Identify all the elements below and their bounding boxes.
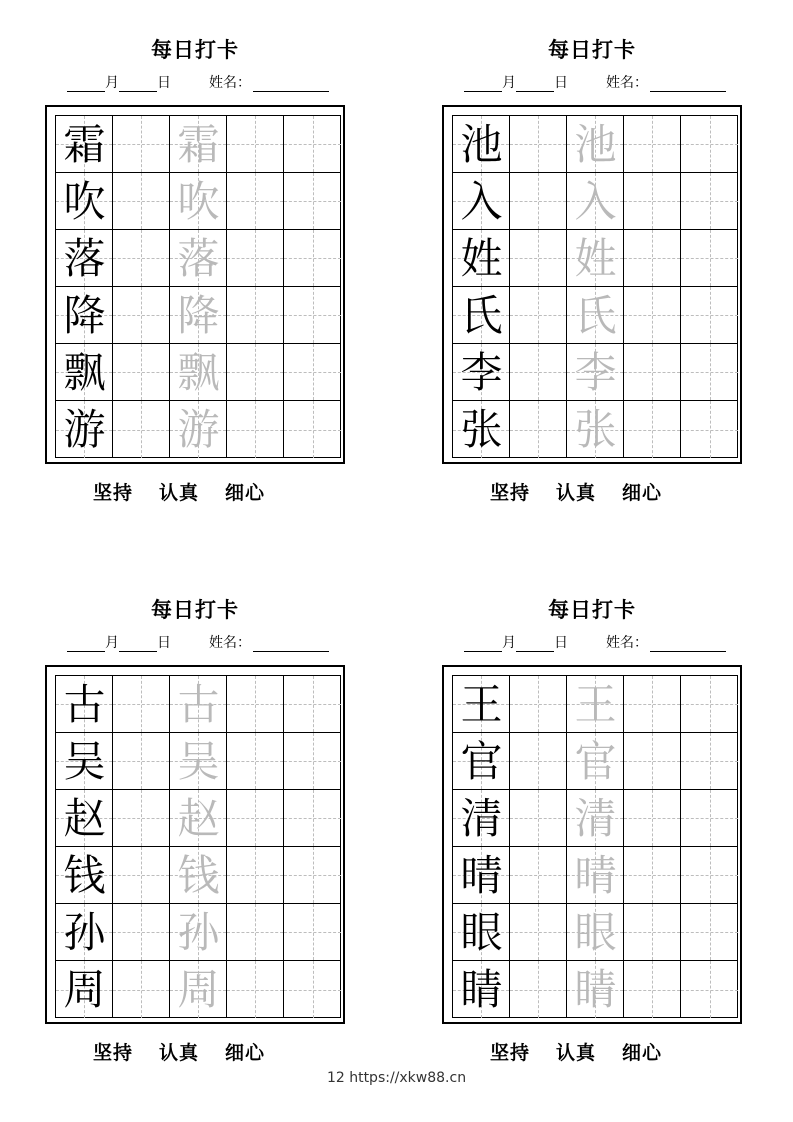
trace-character: 张 — [574, 405, 617, 454]
practice-cell[interactable] — [681, 116, 738, 173]
grid-row — [56, 173, 340, 230]
practice-cell[interactable] — [113, 733, 170, 790]
writing-grid-frame — [442, 665, 742, 1024]
practice-cell[interactable] — [681, 847, 738, 904]
model-character-cell — [56, 676, 113, 733]
day-label: 日 — [554, 635, 568, 651]
month-label: 月 — [502, 75, 516, 91]
grid-row — [56, 287, 340, 344]
practice-cell[interactable] — [227, 733, 284, 790]
practice-cell[interactable] — [510, 173, 567, 230]
grid-row — [56, 116, 340, 173]
trace-character: 钱 — [177, 851, 220, 900]
name-label: 姓名： — [606, 635, 648, 651]
model-character: 池 — [460, 120, 503, 169]
practice-cell[interactable] — [227, 344, 284, 401]
trace-character: 眼 — [574, 908, 617, 957]
practice-cell[interactable] — [227, 230, 284, 287]
model-character-cell — [453, 676, 510, 733]
trace-character: 游 — [177, 405, 220, 454]
practice-cell[interactable] — [681, 173, 738, 230]
practice-cell[interactable] — [284, 790, 341, 847]
trace-character-cell — [170, 344, 227, 401]
practice-cell[interactable] — [113, 904, 170, 961]
grid-row — [453, 173, 737, 230]
model-character-cell — [453, 344, 510, 401]
grid-row — [56, 676, 340, 733]
model-character: 吴 — [63, 737, 106, 786]
trace-character-cell — [567, 961, 624, 1018]
model-character-cell — [453, 847, 510, 904]
practice-cell[interactable] — [681, 961, 738, 1018]
grid-row — [453, 230, 737, 287]
name-label: 姓名： — [606, 75, 648, 91]
model-character: 古 — [63, 680, 106, 729]
model-character: 晴 — [460, 851, 503, 900]
practice-card — [45, 0, 365, 520]
motto-word: 坚持 — [490, 482, 531, 504]
practice-cell[interactable] — [113, 847, 170, 904]
practice-cell[interactable] — [624, 790, 681, 847]
model-character-cell — [453, 173, 510, 230]
name-blank[interactable] — [650, 77, 726, 92]
name-blank[interactable] — [253, 77, 329, 92]
practice-cell[interactable] — [510, 676, 567, 733]
trace-character-cell — [567, 344, 624, 401]
month-blank[interactable] — [464, 77, 502, 92]
trace-character-cell — [170, 173, 227, 230]
card-title: 每日打卡 — [151, 597, 239, 622]
trace-character-cell — [170, 676, 227, 733]
model-character: 吹 — [63, 177, 106, 226]
motto-word: 认真 — [159, 482, 200, 504]
practice-cell[interactable] — [227, 287, 284, 344]
model-character: 孙 — [63, 908, 106, 957]
practice-cell[interactable] — [681, 676, 738, 733]
motto — [93, 478, 353, 505]
model-character: 王 — [460, 680, 503, 729]
practice-cell[interactable] — [227, 401, 284, 458]
practice-cell[interactable] — [284, 961, 341, 1018]
practice-cell[interactable] — [113, 401, 170, 458]
practice-cell[interactable] — [624, 904, 681, 961]
date-name-line — [464, 632, 754, 652]
practice-cell[interactable] — [227, 961, 284, 1018]
model-character-cell — [453, 230, 510, 287]
model-character: 飘 — [63, 348, 106, 397]
month-label: 月 — [105, 75, 119, 91]
trace-character-cell — [567, 733, 624, 790]
trace-character-cell — [567, 230, 624, 287]
practice-cell[interactable] — [284, 847, 341, 904]
trace-character: 池 — [574, 120, 617, 169]
practice-cell[interactable] — [113, 116, 170, 173]
practice-cell[interactable] — [284, 116, 341, 173]
month-label: 月 — [105, 635, 119, 651]
grid-row — [453, 847, 737, 904]
writing-grid — [55, 115, 341, 458]
practice-cell[interactable] — [113, 676, 170, 733]
model-character-cell — [453, 904, 510, 961]
practice-cell[interactable] — [510, 961, 567, 1018]
practice-cell[interactable] — [284, 287, 341, 344]
day-label: 日 — [554, 75, 568, 91]
practice-cell[interactable] — [510, 733, 567, 790]
practice-cell[interactable] — [227, 173, 284, 230]
grid-row — [56, 344, 340, 401]
practice-cell[interactable] — [113, 230, 170, 287]
trace-character-cell — [170, 904, 227, 961]
trace-character-cell — [170, 733, 227, 790]
trace-character: 周 — [177, 965, 220, 1014]
practice-cell[interactable] — [681, 401, 738, 458]
model-character-cell — [56, 173, 113, 230]
trace-character-cell — [170, 401, 227, 458]
practice-cell[interactable] — [624, 116, 681, 173]
trace-character: 氏 — [574, 291, 617, 340]
trace-character-cell — [567, 847, 624, 904]
trace-character: 落 — [177, 234, 220, 283]
practice-cell[interactable] — [113, 790, 170, 847]
model-character: 周 — [63, 965, 106, 1014]
practice-cell[interactable] — [510, 847, 567, 904]
motto-word: 细心 — [622, 1042, 663, 1064]
trace-character-cell — [170, 287, 227, 344]
model-character-cell — [453, 790, 510, 847]
month-blank[interactable] — [67, 637, 105, 652]
day-blank[interactable] — [119, 77, 157, 92]
grid-row — [56, 961, 340, 1018]
practice-cell[interactable] — [681, 733, 738, 790]
name-blank[interactable] — [650, 637, 726, 652]
grid-row — [453, 676, 737, 733]
model-character-cell — [56, 401, 113, 458]
trace-character: 晴 — [574, 851, 617, 900]
model-character: 李 — [460, 348, 503, 397]
trace-character-cell — [567, 116, 624, 173]
practice-cell[interactable] — [284, 401, 341, 458]
practice-card — [442, 0, 762, 520]
model-character-cell — [453, 961, 510, 1018]
practice-cell[interactable] — [510, 401, 567, 458]
model-character-cell — [56, 847, 113, 904]
model-character: 降 — [63, 291, 106, 340]
practice-cell[interactable] — [624, 230, 681, 287]
motto — [93, 1038, 353, 1065]
name-label: 姓名： — [209, 75, 251, 91]
practice-cell[interactable] — [681, 230, 738, 287]
card-title: 每日打卡 — [151, 37, 239, 62]
practice-cell[interactable] — [284, 904, 341, 961]
day-blank[interactable] — [119, 637, 157, 652]
trace-character: 古 — [177, 680, 220, 729]
name-label: 姓名： — [209, 635, 251, 651]
writing-grid-frame — [45, 105, 345, 464]
trace-character-cell — [567, 401, 624, 458]
trace-character: 睛 — [574, 965, 617, 1014]
motto-word: 认真 — [556, 1042, 597, 1064]
grid-row — [56, 733, 340, 790]
trace-character-cell — [567, 904, 624, 961]
trace-character-cell — [567, 287, 624, 344]
motto-word: 坚持 — [490, 1042, 531, 1064]
trace-character: 官 — [574, 737, 617, 786]
practice-cell[interactable] — [113, 173, 170, 230]
model-character-cell — [453, 401, 510, 458]
practice-cell[interactable] — [284, 173, 341, 230]
writing-grid — [452, 115, 738, 458]
trace-character-cell — [567, 790, 624, 847]
trace-character-cell — [170, 116, 227, 173]
model-character-cell — [56, 344, 113, 401]
card-title: 每日打卡 — [548, 37, 636, 62]
practice-cell[interactable] — [284, 230, 341, 287]
day-label: 日 — [157, 75, 171, 91]
grid-row — [453, 344, 737, 401]
model-character-cell — [56, 904, 113, 961]
practice-cell[interactable] — [284, 733, 341, 790]
month-label: 月 — [502, 635, 516, 651]
writing-grid — [55, 675, 341, 1018]
practice-cell[interactable] — [624, 344, 681, 401]
trace-character-cell — [170, 847, 227, 904]
day-label: 日 — [157, 635, 171, 651]
practice-cell[interactable] — [510, 904, 567, 961]
grid-row — [453, 116, 737, 173]
trace-character: 王 — [574, 680, 617, 729]
writing-grid-frame — [442, 105, 742, 464]
model-character: 钱 — [63, 851, 106, 900]
model-character-cell — [56, 287, 113, 344]
trace-character: 吹 — [177, 177, 220, 226]
trace-character: 孙 — [177, 908, 220, 957]
trace-character: 霜 — [177, 120, 220, 169]
model-character: 入 — [460, 177, 503, 226]
grid-row — [56, 401, 340, 458]
practice-cell[interactable] — [227, 116, 284, 173]
practice-cell[interactable] — [227, 790, 284, 847]
grid-row — [56, 790, 340, 847]
month-blank[interactable] — [67, 77, 105, 92]
model-character-cell — [453, 287, 510, 344]
trace-character-cell — [170, 961, 227, 1018]
trace-character-cell — [567, 676, 624, 733]
practice-cell[interactable] — [227, 847, 284, 904]
grid-row — [453, 401, 737, 458]
grid-row — [56, 230, 340, 287]
month-blank[interactable] — [464, 637, 502, 652]
grid-row — [453, 790, 737, 847]
trace-character: 清 — [574, 794, 617, 843]
trace-character-cell — [170, 230, 227, 287]
practice-cell[interactable] — [284, 676, 341, 733]
motto-word: 认真 — [556, 482, 597, 504]
practice-cell[interactable] — [681, 790, 738, 847]
practice-cell[interactable] — [510, 344, 567, 401]
practice-cell[interactable] — [227, 904, 284, 961]
model-character-cell — [453, 116, 510, 173]
date-name-line — [67, 72, 357, 92]
practice-cell[interactable] — [681, 287, 738, 344]
day-blank[interactable] — [516, 77, 554, 92]
model-character: 霜 — [63, 120, 106, 169]
trace-character: 赵 — [177, 794, 220, 843]
grid-row — [453, 287, 737, 344]
practice-cell[interactable] — [510, 230, 567, 287]
practice-cell[interactable] — [624, 401, 681, 458]
model-character: 睛 — [460, 965, 503, 1014]
model-character: 游 — [63, 405, 106, 454]
model-character-cell — [453, 733, 510, 790]
motto-word: 细心 — [225, 1042, 266, 1064]
practice-cell[interactable] — [284, 344, 341, 401]
motto-word: 坚持 — [93, 482, 134, 504]
practice-cell[interactable] — [624, 173, 681, 230]
practice-cell[interactable] — [510, 287, 567, 344]
practice-cell[interactable] — [510, 116, 567, 173]
model-character: 官 — [460, 737, 503, 786]
practice-cell[interactable] — [624, 676, 681, 733]
practice-cell[interactable] — [227, 676, 284, 733]
model-character: 张 — [460, 405, 503, 454]
practice-card — [45, 560, 365, 1080]
model-character-cell — [56, 733, 113, 790]
practice-cell[interactable] — [624, 733, 681, 790]
motto — [490, 1038, 750, 1065]
trace-character-cell — [170, 790, 227, 847]
model-character-cell — [56, 230, 113, 287]
trace-character: 降 — [177, 291, 220, 340]
writing-grid — [452, 675, 738, 1018]
grid-row — [453, 961, 737, 1018]
practice-cell[interactable] — [681, 344, 738, 401]
practice-cell[interactable] — [113, 344, 170, 401]
model-character: 氏 — [460, 291, 503, 340]
grid-row — [453, 733, 737, 790]
practice-cell[interactable] — [113, 961, 170, 1018]
trace-character: 入 — [574, 177, 617, 226]
writing-grid-frame — [45, 665, 345, 1024]
practice-cell[interactable] — [681, 904, 738, 961]
model-character: 眼 — [460, 908, 503, 957]
trace-character-cell — [567, 173, 624, 230]
trace-character: 李 — [574, 348, 617, 397]
trace-character: 姓 — [574, 234, 617, 283]
card-title: 每日打卡 — [548, 597, 636, 622]
trace-character: 吴 — [177, 737, 220, 786]
date-name-line — [464, 72, 754, 92]
practice-card — [442, 560, 762, 1080]
grid-row — [56, 904, 340, 961]
motto-word: 细心 — [622, 482, 663, 504]
practice-cell[interactable] — [113, 287, 170, 344]
model-character-cell — [56, 790, 113, 847]
model-character: 落 — [63, 234, 106, 283]
model-character-cell — [56, 961, 113, 1018]
practice-cell[interactable] — [510, 790, 567, 847]
practice-cell[interactable] — [624, 961, 681, 1018]
trace-character: 飘 — [177, 348, 220, 397]
motto-word: 细心 — [225, 482, 266, 504]
motto-word: 认真 — [159, 1042, 200, 1064]
motto — [490, 478, 750, 505]
model-character: 清 — [460, 794, 503, 843]
grid-row — [453, 904, 737, 961]
date-name-line — [67, 632, 357, 652]
practice-cell[interactable] — [624, 847, 681, 904]
day-blank[interactable] — [516, 637, 554, 652]
practice-cell[interactable] — [624, 287, 681, 344]
model-character: 赵 — [63, 794, 106, 843]
grid-row — [56, 847, 340, 904]
model-character-cell — [56, 116, 113, 173]
motto-word: 坚持 — [93, 1042, 134, 1064]
name-blank[interactable] — [253, 637, 329, 652]
page-footer: 12 https://xkw88.cn — [326, 1070, 467, 1086]
model-character: 姓 — [460, 234, 503, 283]
